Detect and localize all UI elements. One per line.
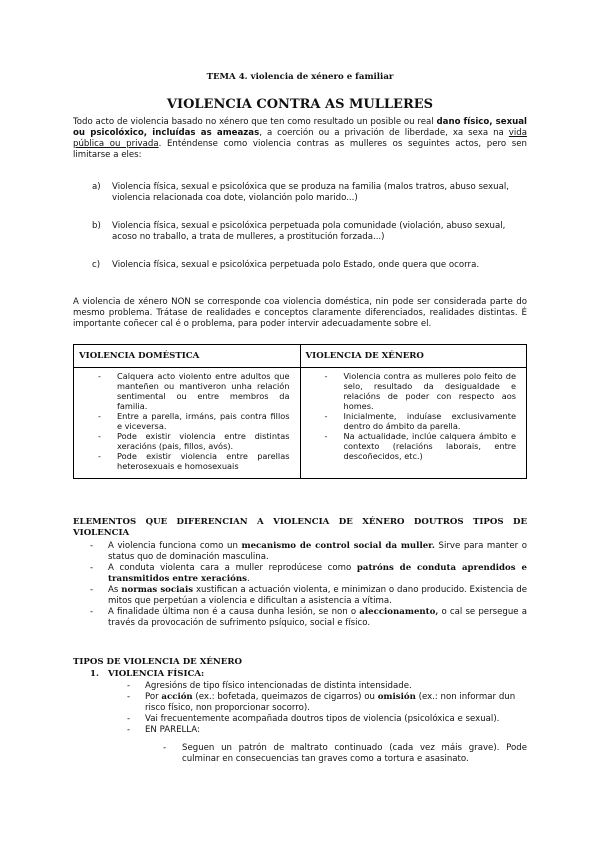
elements-heading: ELEMENTOS QUE DIFERENCIAN A VIOLENCIA DE XÉNERO DOUTROS TIPOS DE VIOLENCIA — [73, 517, 527, 538]
list-item: b) Violencia física, sexual e psicolóxica perpetuada pola comunidade (violación, abuso sexual, acoso no traballo, a trata de mulleres, a prostitución forzada...) — [92, 221, 506, 242]
list-item: - Agresións de tipo físico intencionadas de distinta intensidade. — [127, 681, 412, 691]
list-item: c) Violencia física, sexual e psicolóxica perpetuada polo Estado, onde quera que ocorra. — [92, 260, 480, 270]
comparison-table — [73, 344, 527, 479]
physical-violence-heading: 1. VIOLENCIA FÍSICA: — [90, 669, 205, 679]
physical-violence-list — [127, 681, 527, 736]
couple-list — [163, 743, 527, 765]
distinction-paragraph: A violencia de xénero NON se corresponde coa violencia doméstica, nin pode ser considerada parte do mesmo problema. Trátase de realidades e conceptos claramente diferenciados, realidades distintas. É importante coñecer cal é o problema, para poder intervir adecuadamente sobre el. — [73, 297, 527, 329]
table-cell-gender — [300, 368, 527, 479]
table-bullet: - Inicialmente, induíase exclusivamente dentro do ámbito da parella. — [324, 411, 516, 431]
topic-heading: TEMA 4. violencia de xénero e familiar — [206, 72, 394, 82]
table-bullet: - Pode existir violencia entre parellas heterosexuais e homosexuais — [98, 451, 290, 471]
list-item: - A finalidade última non é a causa dunha lesión, se non o aleccionamento, o cal se persegue a través da provocación de sufrimento psíquico, social e físico. — [90, 607, 527, 628]
table-bullet: - Entre a parella, irmáns, pais contra fillos e viceversa. — [98, 411, 290, 431]
types-heading: TIPOS DE VIOLENCIA DE XÉNERO — [73, 657, 242, 667]
intro-underline-phrase: vida pública ou privada — [73, 128, 527, 149]
list-item: - Seguen un patrón de maltrato continuado (cada vez máis grave). Pode culminar en consecuencias tan graves como a tortura e asasinato. — [163, 743, 527, 764]
table-bullet: - Pode existir violencia entre distintas xeracións (pais, fillos, avós). — [98, 431, 290, 451]
table-bullet: - Calquera acto violento entre adultos que manteñen ou mantiveron unha relación sentimental ou entre membros da familia. — [98, 371, 290, 411]
page-title: VIOLENCIA CONTRA AS MULLERES — [166, 97, 434, 112]
table-cell-domestic — [74, 368, 301, 479]
elements-list — [90, 541, 527, 629]
intro-bold-phrase: dano físico, sexual ou psicolóxico, incluídas as ameazas — [73, 117, 527, 138]
list-item: - A conduta violenta cara a muller reprodúcese como patróns de conduta aprendidos e transmitidos entre xeracións. — [90, 563, 527, 584]
list-item: a) Violencia física, sexual e psicolóxica que se produza na familia (malos tratros, abuso sexual, violencia relacionada coa dote, violanción polo marido...) — [92, 182, 509, 203]
list-item: - Por acción (ex.: bofetada, queimazos de cigarros) ou omisión (ex.: non informar dun risco físico, non proporcionar socorro). — [127, 692, 516, 713]
list-item: - As normas sociais xustifican a actuación violenta, e minimizan o dano producido. Existencia de mitos que perpetúan a violencia e dificultan a asistencia a vítima. — [90, 585, 528, 606]
table-header-domestic: VIOLENCIA DOMÉSTICA — [74, 345, 301, 368]
list-item: - Vai frecuentemente acompañada doutros tipos de violencia (psicolóxica e sexual). — [127, 714, 500, 724]
intro-paragraph: Todo acto de violencia basado no xénero que ten como resultado un posible ou real dano físico, sexual ou psicolóxico, incluídas as ameazas, a coerción ou a privación de liberdade, xa sexa na vida pública ou privada. Enténdense como violencia contras as mulleres os seguintes actos, pero sen limitarse a eles: — [73, 117, 527, 160]
table-bullet: - Na actualidade, inclúe calquera ámbito e contexto (relacións laborais, entre descoñecidos, etc.) — [324, 431, 516, 461]
table-bullet: - Violencia contra as mulleres polo feito de selo, resultado da desigualdade e relacións de poder con respecto aos homes. — [324, 371, 516, 411]
list-item: - EN PARELLA: — [127, 725, 200, 735]
table-header-gender: VIOLENCIA DE XÉNERO — [300, 345, 527, 368]
list-item: - A violencia funciona como un mecanismo de control social da muller. Sirve para manter o status quo de dominación masculina. — [90, 541, 528, 562]
